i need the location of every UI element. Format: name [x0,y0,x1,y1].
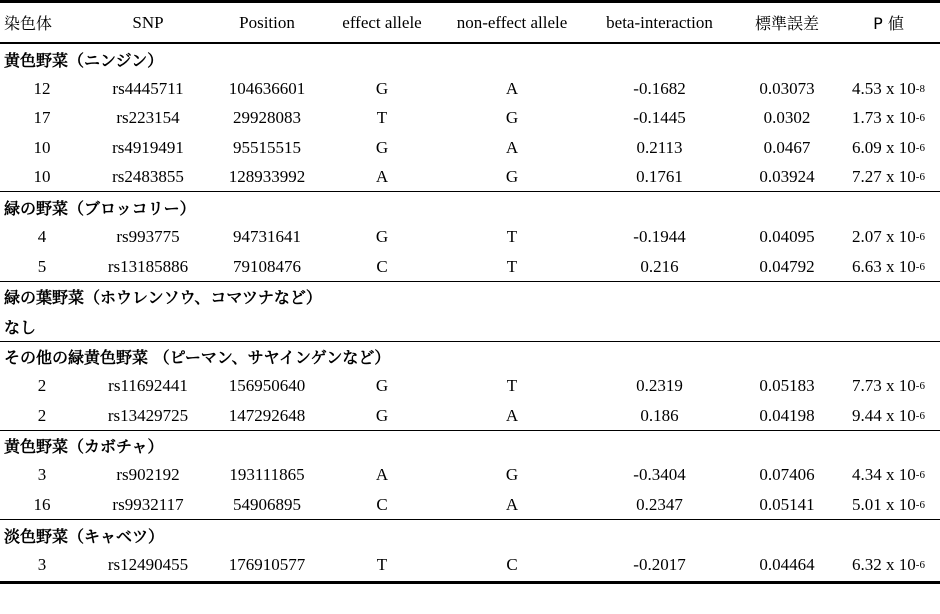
cell-standard-error: 0.04095 [759,226,815,246]
p-value-base: 7.27 x 10 [852,167,916,187]
cell-non-effect-allele: C [506,554,518,574]
cell-non-effect-allele: A [505,137,519,157]
group-title: 黄色野菜（ニンジン） [4,50,164,70]
cell-standard-error: 0.0302 [763,108,811,128]
cell-standard-error: 0.04792 [759,256,815,276]
cell-effect-allele: G [375,137,389,157]
cell-standard-error: 0.05183 [759,376,815,396]
cell-non-effect-allele: T [506,376,518,396]
cell-standard-error: 0.05141 [759,494,815,514]
cell-p-value: 7.73 x 10 -6 [852,376,925,396]
header-beta-interaction: beta-interaction [606,12,713,32]
cell-beta-interaction: 0.2113 [636,137,683,157]
p-value-base: 5.01 x 10 [852,494,916,514]
cell-position: 54906895 [233,494,301,514]
cell-non-effect-allele: G [505,465,519,485]
cell-chromosome: 2 [37,405,47,425]
cell-p-value: 6.32 x 10 -6 [852,554,925,574]
cell-chromosome: 5 [37,256,47,276]
header-snp: SNP [132,12,164,32]
p-value-base: 2.07 x 10 [852,226,916,246]
p-value-base: 4.53 x 10 [852,78,916,98]
group-title: 淡色野菜（キャベツ） [4,526,165,546]
cell-p-value: 9.44 x 10 -6 [852,405,925,425]
cell-chromosome: 17 [33,108,51,128]
cell-snp: rs993775 [116,226,180,246]
cell-snp: rs4919491 [112,137,184,157]
header-p-value: P 値 [873,14,904,33]
cell-position: 79108476 [233,256,301,276]
cell-non-effect-allele: T [506,256,518,276]
group-title: 緑の葉野菜（ホウレンソウ、コマツナなど） [4,288,322,308]
cell-chromosome: 16 [33,494,51,514]
cell-position: 128933992 [228,167,306,187]
cell-standard-error: 0.0467 [763,137,811,157]
cell-standard-error: 0.04464 [759,554,815,574]
cell-beta-interaction: 0.186 [640,405,679,425]
cell-effect-allele: T [376,108,388,128]
cell-chromosome: 3 [37,554,47,574]
p-value-base: 6.63 x 10 [852,256,916,276]
cell-effect-allele: C [376,494,388,514]
cell-beta-interaction: 0.2347 [636,494,683,514]
cell-p-value: 4.53 x 10 -8 [852,78,925,98]
cell-beta-interaction: -0.2017 [633,554,686,574]
cell-position: 193111865 [229,465,305,485]
cell-standard-error: 0.03924 [759,167,815,187]
header-standard-error: 標準誤差 [754,14,819,33]
cell-standard-error: 0.04198 [759,405,815,425]
cell-p-value: 4.34 x 10 -6 [852,465,925,485]
cell-non-effect-allele: T [506,226,518,246]
table-header [0,0,940,44]
cell-effect-allele: G [375,78,389,98]
cell-p-value: 6.63 x 10 -6 [852,256,925,276]
cell-position: 104636601 [228,78,306,98]
header-non-effect-allele: non-effect allele [456,12,568,32]
table-row [0,163,940,192]
cell-chromosome: 12 [33,78,51,98]
table-row [0,104,940,133]
cell-non-effect-allele: A [505,494,519,514]
cell-snp: rs11692441 [108,376,188,396]
cell-non-effect-allele: G [505,167,519,187]
cell-effect-allele: G [375,226,389,246]
cell-snp: rs12490455 [107,554,189,574]
table-row [0,133,940,162]
cell-beta-interaction: 0.216 [640,256,679,276]
cell-snp: rs2483855 [112,167,184,187]
p-value-base: 4.34 x 10 [852,465,916,485]
cell-snp: rs223154 [116,108,180,128]
cell-standard-error: 0.07406 [759,465,815,485]
cell-snp: rs9932117 [112,494,184,514]
cell-snp: rs13185886 [107,256,189,276]
cell-p-value: 7.27 x 10 -6 [852,167,925,187]
p-value-base: 6.32 x 10 [852,554,916,574]
cell-chromosome: 3 [37,465,47,485]
cell-position: 176910577 [228,554,306,574]
cell-beta-interaction: -0.1944 [633,226,686,246]
cell-effect-allele: C [376,256,388,276]
cell-chromosome: 4 [37,226,47,246]
cell-beta-interaction: -0.1445 [633,108,686,128]
table-row [0,550,940,579]
group-title: 緑の野菜（ブロッコリー） [4,198,196,218]
table-row [0,490,940,519]
cell-chromosome: 10 [33,167,51,187]
cell-effect-allele: A [375,167,389,187]
table-bottom-border [0,581,940,584]
header-chromosome: 染色体 [4,14,53,33]
cell-p-value: 5.01 x 10 -6 [852,494,925,514]
table-row [0,252,940,281]
cell-snp: rs4445711 [112,78,184,98]
cell-beta-interaction: -0.3404 [633,465,686,485]
cell-p-value: 1.73 x 10 -6 [852,108,925,128]
cell-chromosome: 10 [33,137,51,157]
cell-non-effect-allele: A [505,405,519,425]
table-row [0,461,940,490]
cell-standard-error: 0.03073 [759,78,815,98]
table-row [0,401,940,430]
table-row [0,222,940,251]
table-row [0,74,940,103]
cell-p-value: 2.07 x 10 -6 [852,226,925,246]
cell-position: 95515515 [233,137,301,157]
cell-chromosome: 2 [37,376,47,396]
cell-beta-interaction: 0.2319 [636,376,683,396]
cell-effect-allele: G [375,405,389,425]
cell-snp: rs13429725 [107,405,189,425]
cell-effect-allele: T [376,554,388,574]
header-position: Position [239,12,295,32]
table-row [0,372,940,401]
cell-non-effect-allele: A [505,78,519,98]
p-value-base: 1.73 x 10 [852,108,916,128]
group-title: その他の緑黄色野菜 （ピーマン、サヤインゲンなど） [4,348,391,368]
cell-p-value: 6.09 x 10 -6 [852,137,925,157]
cell-position: 147292648 [228,405,306,425]
cell-non-effect-allele: G [505,108,519,128]
group-title: 黄色野菜（カボチャ） [4,437,164,457]
cell-snp: rs902192 [116,465,180,485]
cell-position: 156950640 [228,376,306,396]
cell-effect-allele: G [375,376,389,396]
p-value-base: 6.09 x 10 [852,137,916,157]
p-value-base: 9.44 x 10 [852,405,916,425]
cell-effect-allele: A [375,465,389,485]
cell-beta-interaction: 0.1761 [636,167,683,187]
cell-position: 29928083 [233,108,301,128]
header-effect-allele: effect allele [342,12,422,32]
cell-beta-interaction: -0.1682 [633,78,686,98]
cell-position: 94731641 [233,226,301,246]
p-value-base: 7.73 x 10 [852,376,916,396]
group-note: なし [4,318,37,338]
